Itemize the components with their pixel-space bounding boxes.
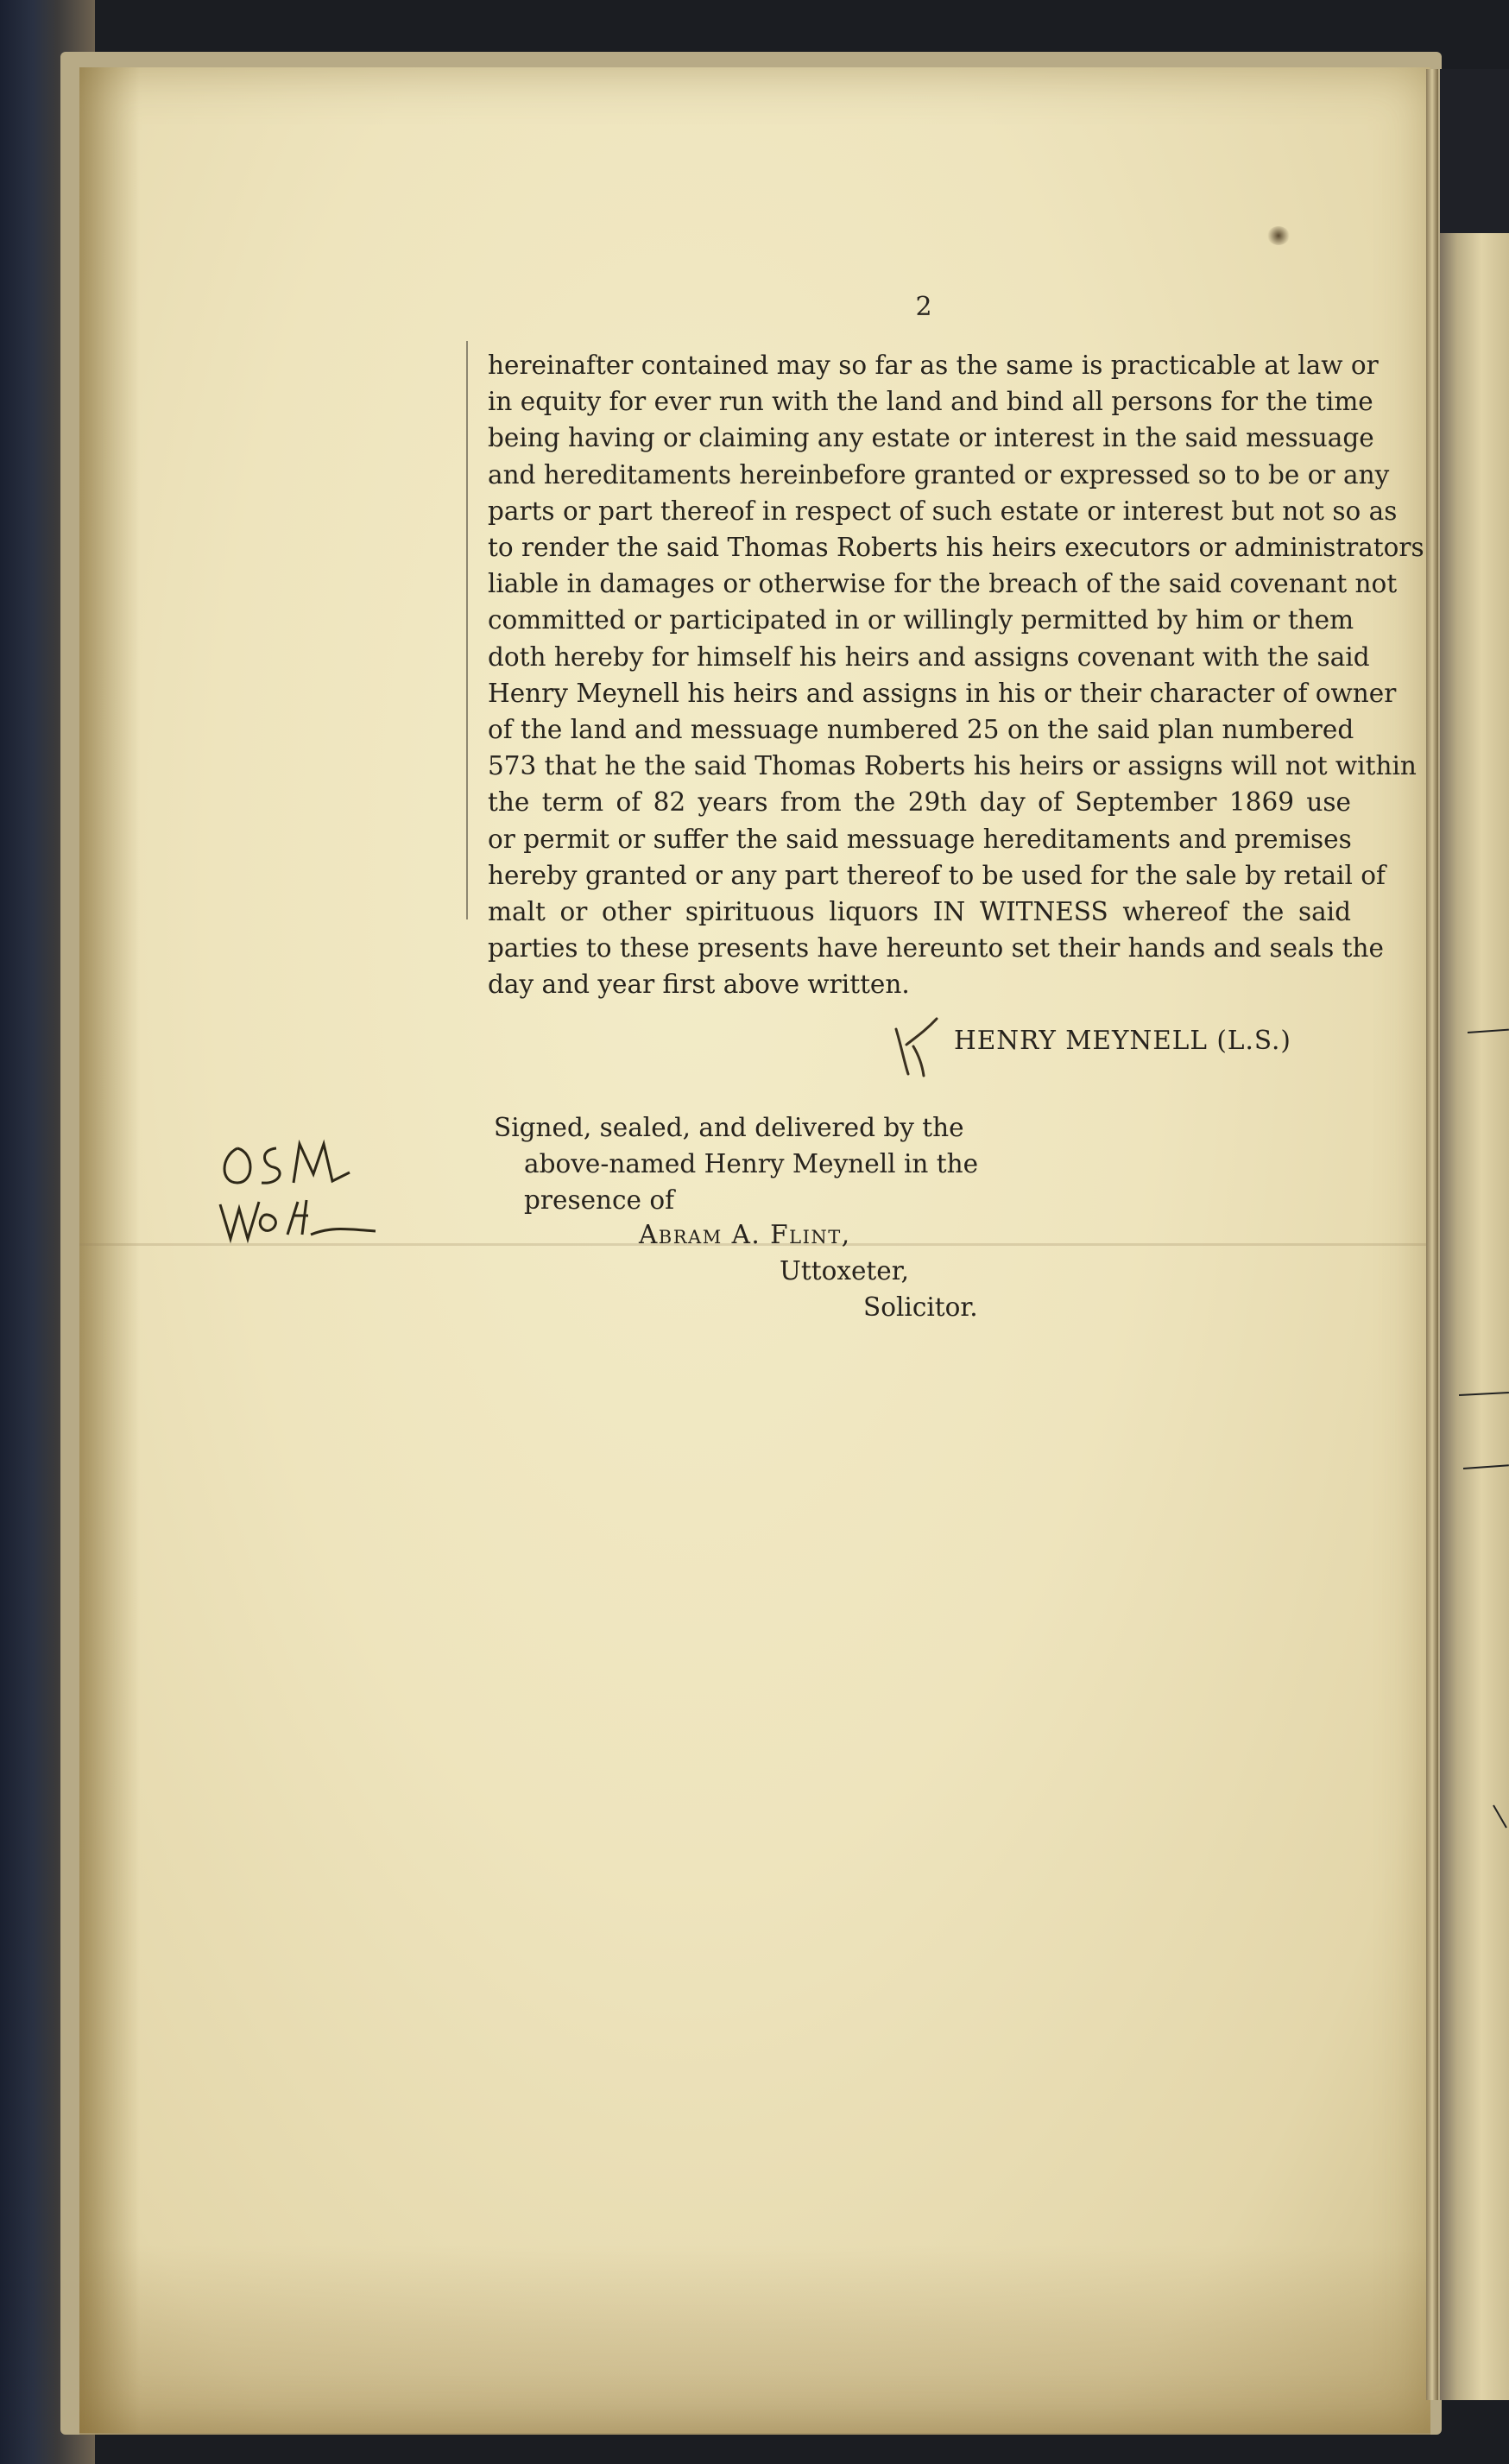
text-line: parties to these presents have hereunto set their hands and seals the <box>488 933 1384 963</box>
witness-name: Abram A. Flint, <box>639 1220 851 1249</box>
witness-title: Solicitor. <box>863 1292 978 1322</box>
page-number: 2 <box>915 292 932 322</box>
text-line: the term of 82 years from the 29th day of September 1869 use <box>488 787 1351 818</box>
text-line: day and year first above written. <box>488 970 910 1000</box>
text-line: liable in damages or otherwise for the breach of the said covenant not <box>488 569 1398 599</box>
text-line: in equity for ever run with the land and bind all persons for the time <box>488 387 1373 417</box>
signatory-name: HENRY MEYNELL (L.S.) <box>954 1026 1291 1055</box>
text-line: to render the said Thomas Roberts his heirs executors or administrators <box>488 533 1424 563</box>
adjacent-sheet-shadow <box>1440 69 1509 233</box>
text-line: or permit or suffer the said messuage hereditaments and premises <box>488 824 1352 854</box>
text-line: malt or other spirituous liquors IN WITNESS whereof the said <box>488 897 1351 927</box>
text-line: of the land and messuage numbered 25 on the said plan numbered <box>488 715 1354 745</box>
witness-place: Uttoxeter, <box>780 1256 909 1286</box>
ink-spot <box>1267 226 1290 245</box>
adjacent-map-sheet <box>1440 69 1509 2400</box>
attestation-clause <box>494 1109 978 1218</box>
text-line: hereby granted or any part thereof to be used for the sale by retail of <box>488 860 1386 890</box>
text-line: parts or part thereof in respect of such estate or interest but not so as <box>488 496 1398 526</box>
attestation-line: Signed, sealed, and delivered by the <box>494 1113 964 1142</box>
deed-body-text <box>488 347 1424 1003</box>
binding-seam <box>1426 69 1438 2400</box>
margin-bracket <box>466 341 472 919</box>
text-line: committed or participated in or willingly permitted by him or them <box>488 605 1354 635</box>
text-line: Henry Meynell his heirs and assigns in his or their character of owner <box>488 678 1397 708</box>
text-line: 573 that he the said Thomas Roberts his heirs or assigns will not within <box>488 751 1417 781</box>
page-stain-left <box>79 67 140 2433</box>
text-line: doth hereby for himself his heirs and assigns covenant with the said <box>488 641 1370 672</box>
attestation-line: above-named Henry Meynell in the <box>524 1149 979 1178</box>
attestation-line: presence of <box>524 1185 675 1215</box>
handwritten-mark <box>889 1012 941 1081</box>
text-line: hereinafter contained may so far as the same is practicable at law or <box>488 351 1379 380</box>
page-stain-bottom <box>79 2245 1430 2435</box>
text-line: and hereditaments hereinbefore granted or expressed so to be or any <box>488 459 1390 490</box>
handwritten-initials <box>212 1122 384 1248</box>
text-line: being having or claiming any estate or interest in the said messuage <box>488 423 1374 453</box>
